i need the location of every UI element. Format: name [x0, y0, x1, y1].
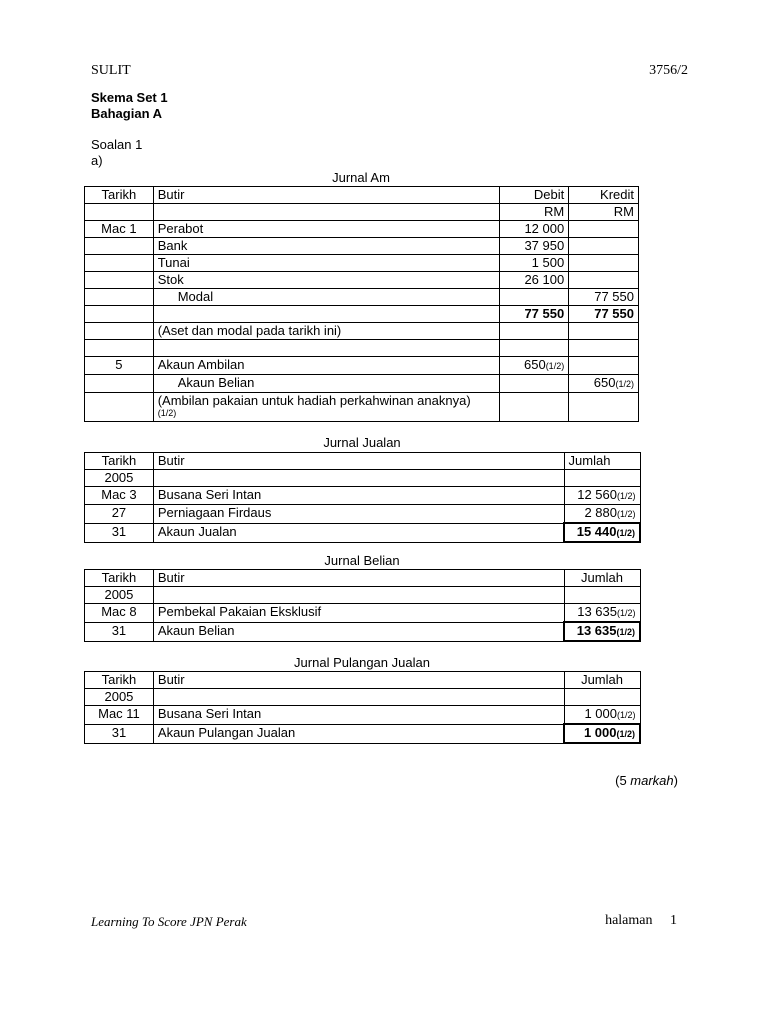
kredit-currency: RM — [569, 204, 639, 221]
amount: 13 635 — [577, 604, 617, 619]
total-kredit: 77 550 — [569, 306, 639, 323]
col-header-jumlah: Jumlah — [564, 570, 640, 587]
table-row-total — [85, 724, 641, 743]
amount: 13 635 — [576, 623, 617, 638]
cell-tarikh: Mac 1 — [85, 221, 154, 238]
amount: 650 — [593, 375, 616, 390]
table-header-row — [85, 672, 641, 689]
half-mark: (1/2) — [157, 408, 177, 418]
cell-debit: 37 950 — [500, 238, 569, 255]
col-header-butir: Butir — [153, 570, 564, 587]
jurnal-am-title: Jurnal Am — [332, 170, 390, 185]
cell-butir: Bank — [153, 238, 500, 255]
jurnal-jualan-title: Jurnal Jualan — [323, 435, 401, 450]
cell-tarikh: 31 — [85, 523, 154, 542]
table-row — [85, 604, 641, 623]
half-mark: (1/2) — [616, 627, 635, 637]
table-row — [85, 289, 639, 306]
table-row — [85, 393, 639, 422]
col-header-butir: Butir — [153, 187, 500, 204]
half-mark: (1/2) — [615, 379, 634, 389]
table-row-empty — [85, 340, 639, 357]
table-row — [85, 505, 641, 524]
jurnal-am-table — [84, 186, 639, 422]
cell-year: 2005 — [85, 587, 154, 604]
table-header-row — [85, 570, 641, 587]
cell-jumlah — [564, 706, 640, 725]
table-row — [85, 272, 639, 289]
amount: 2 880 — [584, 505, 617, 520]
bahagian-title: Bahagian A — [91, 106, 163, 121]
cell-jumlah-total — [564, 523, 640, 542]
cell-year: 2005 — [85, 470, 154, 487]
cell-tarikh: Mac 11 — [85, 706, 154, 725]
half-mark: (1/2) — [616, 608, 636, 618]
markah-open: (5 — [615, 773, 631, 788]
table-row — [85, 375, 639, 393]
soalan-part: a) — [91, 153, 103, 168]
butir-text: (Ambilan pakaian untuk hadiah perkahwinan anaknya) — [157, 393, 471, 408]
cell-butir: Modal — [153, 289, 500, 306]
cell-butir: Akaun Jualan — [153, 523, 564, 542]
cell-jumlah-total — [564, 724, 640, 743]
table-row — [85, 255, 639, 272]
table-row — [85, 323, 639, 340]
cell-butir: Busana Seri Intan — [153, 487, 564, 505]
col-header-tarikh: Tarikh — [85, 570, 154, 587]
cell-jumlah — [564, 505, 640, 524]
table-row-total — [85, 523, 641, 542]
total-debit: 77 550 — [500, 306, 569, 323]
cell-tarikh: 31 — [85, 724, 154, 743]
half-mark: (1/2) — [616, 710, 636, 720]
amount: 1 000 — [583, 725, 617, 740]
half-mark: (1/2) — [616, 509, 636, 519]
cell-butir: Pembekal Pakaian Eksklusif — [153, 604, 564, 623]
col-header-tarikh: Tarikh — [85, 453, 154, 470]
jurnal-belian-table — [84, 569, 641, 642]
jurnal-pulangan-table — [84, 671, 641, 744]
cell-tarikh: 31 — [85, 622, 154, 641]
cell-jumlah-total — [564, 622, 640, 641]
cell-kredit: 77 550 — [569, 289, 639, 306]
table-header-row — [85, 187, 639, 204]
amount: 15 440 — [576, 524, 617, 539]
table-row — [85, 204, 639, 221]
cell-tarikh: 5 — [85, 357, 154, 375]
col-header-jumlah: Jumlah — [564, 453, 640, 470]
table-row — [85, 470, 641, 487]
col-header-butir: Butir — [153, 672, 564, 689]
cell-butir: Perniagaan Firdaus — [153, 505, 564, 524]
table-row — [85, 357, 639, 375]
soalan-heading — [91, 137, 142, 169]
cell-butir: Busana Seri Intan — [153, 706, 564, 725]
cell-butir: Perabot — [153, 221, 500, 238]
amount: 12 560 — [577, 487, 617, 502]
skema-heading — [91, 90, 168, 122]
amount: 650 — [523, 357, 546, 372]
cell-butir: Tunai — [153, 255, 500, 272]
table-row — [85, 238, 639, 255]
jurnal-pulangan-title: Jurnal Pulangan Jualan — [294, 655, 430, 670]
half-mark: (1/2) — [616, 729, 635, 739]
col-header-jumlah: Jumlah — [564, 672, 640, 689]
cell-debit — [500, 357, 569, 375]
cell-debit: 1 500 — [500, 255, 569, 272]
table-row-total — [85, 306, 639, 323]
table-row — [85, 587, 641, 604]
table-row-total — [85, 622, 641, 641]
cell-tarikh: Mac 8 — [85, 604, 154, 623]
cell-jumlah — [564, 487, 640, 505]
footer-page-number: halaman 1 — [605, 913, 677, 928]
col-header-debit: Debit — [500, 187, 569, 204]
cell-jumlah — [564, 604, 640, 623]
debit-currency: RM — [500, 204, 569, 221]
cell-butir: Akaun Pulangan Jualan — [153, 724, 564, 743]
footer-title: Learning To Score JPN Perak — [91, 914, 247, 929]
header-sulit: SULIT — [91, 63, 131, 78]
cell-butir — [153, 393, 500, 422]
cell-year: 2005 — [85, 689, 154, 706]
table-row — [85, 221, 639, 238]
half-mark: (1/2) — [616, 491, 636, 501]
cell-butir: Akaun Belian — [153, 375, 500, 393]
half-mark: (1/2) — [616, 528, 635, 538]
jurnal-jualan-table — [84, 452, 641, 543]
col-header-tarikh: Tarikh — [85, 672, 154, 689]
markah-label — [615, 773, 678, 788]
half-mark: (1/2) — [545, 361, 565, 371]
cell-butir: Akaun Ambilan — [153, 357, 500, 375]
cell-tarikh: 27 — [85, 505, 154, 524]
cell-tarikh: Mac 3 — [85, 487, 154, 505]
col-header-tarikh: Tarikh — [85, 187, 154, 204]
table-row — [85, 487, 641, 505]
cell-butir: (Aset dan modal pada tarikh ini) — [153, 323, 500, 340]
markah-word: markah — [630, 773, 674, 788]
markah-close: ) — [673, 773, 678, 788]
cell-kredit — [569, 375, 639, 393]
table-header-row — [85, 453, 641, 470]
cell-debit: 12 000 — [500, 221, 569, 238]
col-header-butir: Butir — [153, 453, 564, 470]
header-paper-code: 3756/2 — [649, 63, 688, 78]
cell-butir: Akaun Belian — [153, 622, 564, 641]
soalan-title: Soalan 1 — [91, 137, 143, 152]
cell-debit: 26 100 — [500, 272, 569, 289]
skema-set-title: Skema Set 1 — [91, 90, 168, 105]
table-row — [85, 706, 641, 725]
col-header-kredit: Kredit — [569, 187, 639, 204]
table-row — [85, 689, 641, 706]
amount: 1 000 — [584, 706, 617, 721]
jurnal-belian-title: Jurnal Belian — [324, 553, 400, 568]
cell-butir: Stok — [153, 272, 500, 289]
